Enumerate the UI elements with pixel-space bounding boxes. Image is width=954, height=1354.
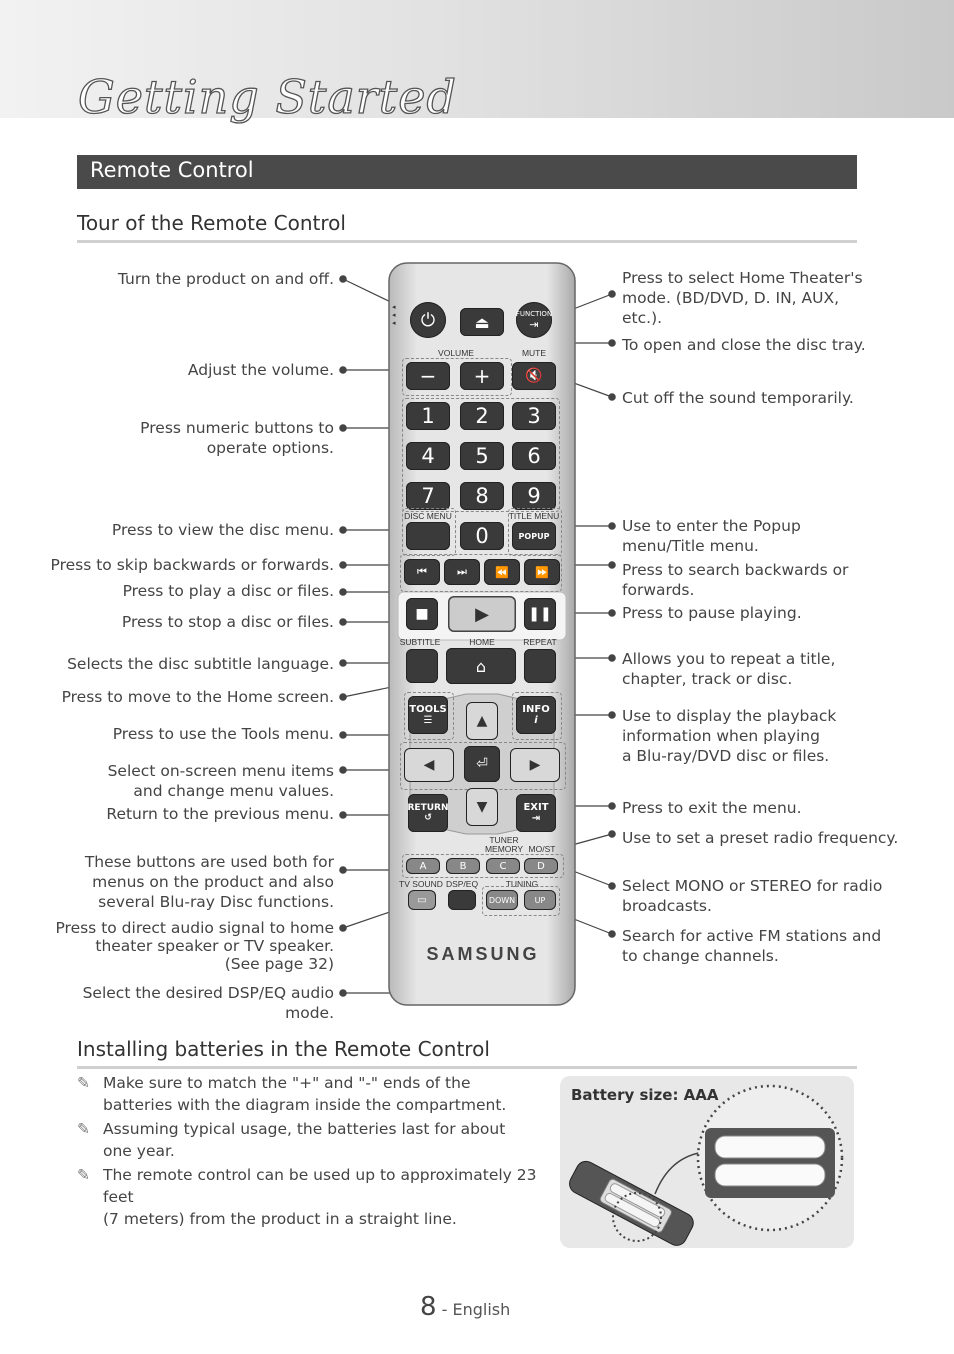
stop-button[interactable]: ■ [406,598,438,630]
search-back-button[interactable]: ⏪ [484,559,520,585]
tv-sound-button[interactable]: ▭ [408,890,436,910]
label-pause: Press to pause playing. [622,604,802,622]
note-item [77,1072,537,1116]
disc-menu-label: DISC MENU [404,511,452,521]
function-label: FUNCTION [515,309,553,318]
note-text: The remote control can be used up to approximately 23 feet (7 meters) from the product in a straight line. [103,1166,537,1228]
eject-button[interactable]: ⏏ [460,308,504,336]
b-button[interactable]: B [446,858,480,874]
digit-6-button[interactable]: 6 [512,442,556,470]
tuning-down-button[interactable]: DOWN [486,890,518,910]
label-abcd: These buttons are used both for menus on the product and also several Blu-ray Disc functions. [84,853,334,911]
tools-button[interactable]: TOOLS ☰ [408,696,448,734]
label-tv-sound: Press to direct audio signal to home theater speaker or TV speaker. (See page 32) [55,919,334,973]
label-nav: Select on-screen menu items and change menu values. [107,762,334,800]
note-text: Make sure to match the "+" and "-" ends of the batteries with the diagram inside the compartment. [103,1074,507,1114]
return-label: RETURN [407,803,449,813]
search-forward-button[interactable]: ⏩ [524,559,560,585]
label-preset: Use to set a preset radio frequency. [622,829,899,847]
digit-9-button[interactable]: 9 [512,482,556,510]
chapter-title: Getting Started [78,70,457,124]
tuner-memory-label: TUNER MEMORY [484,835,524,854]
power-button[interactable]: ⏻ [410,302,446,338]
battery-size-label: Battery size: AAA [571,1086,719,1104]
nav-right-button[interactable]: ▶ [510,748,560,782]
tv-sound-label: TV SOUND [399,879,443,889]
digit-2-button[interactable]: 2 [460,402,504,430]
volume-label: VOLUME [438,348,474,358]
label-dsp: Select the desired DSP/EQ audio mode. [82,984,334,1022]
label-stop: Press to stop a disc or files. [121,613,334,631]
skip-back-button[interactable]: ⏮ [404,559,440,585]
label-play: Press to play a disc or files. [122,582,334,600]
disc-menu-button[interactable] [406,522,450,550]
label-function: Press to select Home Theater's mode. (BD/DVD, D. IN, AUX, etc.). [622,269,863,327]
pencil-icon: ✎ [77,1074,90,1092]
note-text: Assuming typical usage, the batteries last for about one year. [103,1120,506,1160]
digit-7-button[interactable]: 7 [406,482,450,510]
mute-button[interactable]: 🔇 [512,362,556,390]
label-info: Use to display the playback information when playing a Blu-ray/DVD disc or files. [622,707,837,765]
return-button[interactable]: RETURN ↺ [408,794,448,832]
label-search: Press to search backwards or forwards. [622,561,849,599]
label-power: Turn the product on and off. [117,270,334,288]
pause-button[interactable]: ❚❚ [524,598,556,630]
volume-down-button[interactable]: − [406,362,450,390]
label-skip: Press to skip backwards or forwards. [50,556,334,574]
label-mute: Cut off the sound temporarily. [622,389,854,407]
subtitle-button[interactable] [406,649,438,683]
section-title: Remote Control [90,158,254,182]
mo-st-label: MO/ST [528,844,556,854]
repeat-button[interactable] [524,649,556,683]
home-button[interactable]: ⌂ [446,648,516,684]
label-numbers: Press numeric buttons to operate options. [140,419,334,457]
page-number [420,1292,510,1322]
c-button[interactable]: C [486,858,520,874]
install-notes [77,1072,537,1232]
digit-3-button[interactable]: 3 [512,402,556,430]
tools-label: TOOLS [409,704,447,715]
label-subtitle: Selects the disc subtitle language. [67,655,334,673]
tuning-label: TUNING [505,879,539,889]
label-home: Press to move to the Home screen. [61,688,334,706]
tour-heading: Tour of the Remote Control [77,211,857,243]
nav-down-button[interactable]: ▼ [466,788,498,826]
label-most: Select MONO or STEREO for radio broadcasts. [622,877,883,915]
exit-button[interactable]: EXIT ⇥ [516,794,556,832]
exit-label: EXIT [523,802,549,813]
popup-button[interactable]: POPUP [512,522,556,550]
label-repeat: Allows you to repeat a title, chapter, track or disc. [622,650,836,688]
label-disc-menu: Press to view the disc menu. [111,521,334,539]
digit-0-button[interactable]: 0 [460,522,504,550]
label-tuning: Search for active FM stations and to change channels. [622,927,882,965]
page-language: - English [441,1300,511,1319]
digit-5-button[interactable]: 5 [460,442,504,470]
home-label: HOME [469,637,495,647]
label-eject: To open and close the disc tray. [622,336,866,354]
d-button[interactable]: D [524,858,558,874]
note-item [77,1118,537,1162]
label-popup: Use to enter the Popup menu/Title menu. [622,517,801,555]
repeat-label: REPEAT [523,637,557,647]
pencil-icon: ✎ [77,1166,90,1184]
dsp-eq-label: DSP/EQ [445,879,479,889]
mute-label: MUTE [521,348,547,358]
skip-forward-button[interactable]: ⏭ [444,559,480,585]
battery-illustration [560,1076,854,1248]
function-button[interactable]: FUNCTION ⇥ [516,302,552,338]
remote-illustration [388,262,576,1006]
page-number-value: 8 [420,1292,437,1322]
a-button[interactable]: A [406,858,440,874]
tuning-up-button[interactable]: UP [524,890,556,910]
nav-up-button[interactable]: ▲ [466,702,498,740]
led-dots: ◂ ◂ ◂ [392,304,396,327]
pencil-icon: ✎ [77,1120,90,1138]
label-volume: Adjust the volume. [187,361,334,379]
install-heading: Installing batteries in the Remote Control [77,1037,857,1069]
digit-1-button[interactable]: 1 [406,402,450,430]
battery-illustration-box [560,1076,854,1248]
nav-left-button[interactable]: ◀ [404,748,454,782]
volume-up-button[interactable]: + [460,362,504,390]
subtitle-label: SUBTITLE [399,637,441,647]
info-label: INFO [522,704,550,715]
label-tools: Press to use the Tools menu. [112,725,334,743]
label-return: Return to the previous menu. [106,805,334,823]
digit-4-button[interactable]: 4 [406,442,450,470]
info-button[interactable]: INFO i [516,696,556,734]
brand-logo: SAMSUNG [426,944,540,964]
dsp-eq-button[interactable] [448,890,476,910]
note-item [77,1164,537,1230]
play-button[interactable]: ▶ [448,596,516,632]
label-exit: Press to exit the menu. [622,799,802,817]
enter-button[interactable]: ⏎ [464,746,500,782]
digit-8-button[interactable]: 8 [460,482,504,510]
title-menu-label: TITLE MENU [508,511,560,521]
